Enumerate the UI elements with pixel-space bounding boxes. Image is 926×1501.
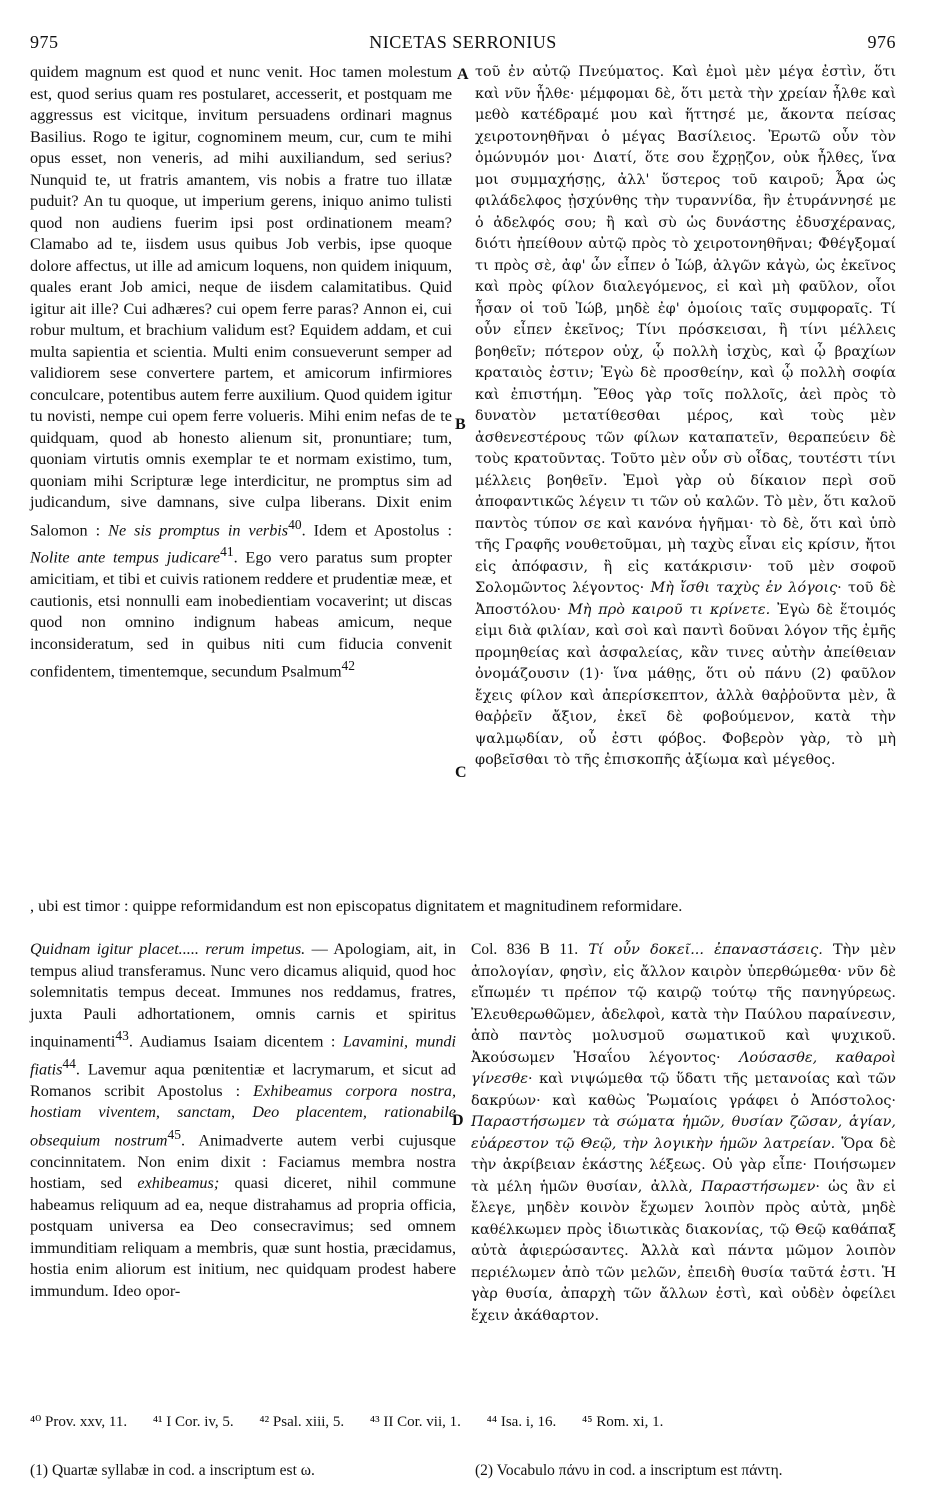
latin-quote: exhibeamus; xyxy=(137,1174,220,1193)
greek-column-lower xyxy=(471,939,896,1327)
critical-note-1: (1) Quartæ syllabæ in cod. a inscriptum est ω. xyxy=(30,1462,315,1479)
latin-quote: Lavamini, mundi fiatis xyxy=(30,1032,457,1079)
margin-marker-a: A xyxy=(457,66,469,83)
page-number-right: 976 xyxy=(867,32,896,52)
latin-quote: Nolite ante tempus judicare xyxy=(30,548,221,567)
greek-text: · τοῦ δὲ Ἀποστόλου· xyxy=(475,580,896,618)
footnote-ref: 43 xyxy=(115,1028,129,1043)
running-title: NICETAS SERRONIUS xyxy=(369,32,557,52)
latin-continuation: , ubi est timor : quippe reformidandum est non episcopatus dignitatem et magnitudinem reformidare. xyxy=(30,897,683,915)
footnote-ref: 45 xyxy=(167,1126,181,1142)
latin-text: . Idem et Apostolus : xyxy=(301,520,452,539)
latin-column-lower xyxy=(30,939,456,1302)
greek-text: Ἐγὼ δὲ ἕτοιμός εἰμι διὰ φιλίαν, καὶ σοὶ καὶ παντὶ δοῦναι λόγον τῆς ἐμῆς προμηθείας καὶ ἀσφαλείας, κἂν τινες αὐτὴν ἀπείθειαν ὀνομάζουσιν (1)· ἵνα μάθῃς, ὅτι οὐ πάνυ (2) φαῦλον ἔχεις φίλον καὶ ἀπερίσκεπτον, ἀλλὰ θαῤῥοῦντα μὲν, ἃ θαῤῥεῖν ἄξιον, ἐκεῖ δὲ φοβούμενον, κατὰ τὴν ψαλμῳδίαν, οὗ ἐστι φόβος. Φοβερὸν γὰρ, τὸ μὴ φοβεῖσθαι τὸ τῆς ἐπισκοπῆς ἀξίωμα καὶ μέγεθος. xyxy=(475,601,896,768)
footnote-ref: 40 xyxy=(288,516,302,532)
latin-lemma: Quidnam igitur placet..... rerum impetus. xyxy=(30,940,306,958)
margin-marker-b: B xyxy=(455,416,466,433)
margin-marker-d: D xyxy=(452,1112,464,1129)
greek-quote: Μὴ πρὸ καιροῦ τι κρίνετε. xyxy=(568,601,771,618)
greek-quote: Μὴ ἴσθι ταχὺς ἐν λόγοις xyxy=(650,580,838,596)
footnote: ⁴³ II Cor. vii, 1. xyxy=(369,1414,461,1430)
greek-quote: Λούσασθε, καθαροὶ γίνεσθε xyxy=(471,1049,896,1087)
footnote-ref: 41 xyxy=(220,544,234,560)
greek-text: Τὴν μὲν ἀπολογίαν, φησὶν, εἰς ἄλλον καιρὸν ὑπερθώμεθα· νῦν δὲ εἴπωμέν τι πρέπον τῷ καιρῷ τούτῳ τῆς πανηγύρεως. Ἐλευθερωθῶμεν, ἀδελφοὶ, κατὰ τὴν Παύλου παραίνεσιν, ἀπὸ παντὸς μολυσμοῦ σωματικοῦ καὶ ψυχικοῦ. Ἀκούσωμεν Ἡσαΐου λέγοντος· xyxy=(471,942,896,1066)
footnote-ref: 42 xyxy=(341,658,356,674)
latin-text: quidem magnum est quod et nunc venit. Hoc tamen molestum est, quod serius quam res postularet, accesserit, et postquam me aggressus est vicitque, invitum persuadens ordinari magnus Basilius. Rogo te igitur, cognominem meum, cur, cum te mihi opus esset, non veneris, ad mihi auxiliandum, sed serius? Nunquid te, ut fratris amantem, vis nobis a fratre tuo illatæ puduit? An tu quoque, ut imperium gerens, iniquo animo tulisti quod non audiens fuerim ipsi post ordinationem meam? Clamabo ad te, iisdem usus quibus Job verbis, ipse quoque dolore affectus, ut ille ad amicum loquens, non quidem iniquum, quales erant Job amici, neque de iisdem calamitatibus. Quid igitur ait ille? Cui adhæres? cui opem ferre paras? Annon ei, cui robur multum, et brachium validum est? Equidem addam, et cui multa sapientia et scientia. Multi enim consueverunt semper ad validiorem sese convertere partem, et amicorum infirmiores conculcare, potentibus autem ferre auxilium. Quod quidem igitur tu novisti, nempe cui opem ferre volueris. Mihi enim nefas de te quidquam, quod ab honesto alienum sit, pronuntiare; tum, quoniam virtutis omnis exemplar te et normam existimo, tum, quoniam mihi Scripturæ lege interdicitur, ne promptus sim ad judicandum, sive damnans, sive culpa liberans. Dixit enim Salomon : xyxy=(30,63,452,539)
greek-quote: Παραστήσωμεν τὰ σώματα ἡμῶν, θυσίαν ζῶσαν, ἁγίαν, εὐάρεστον τῷ Θεῷ, τὴν λογικὴν ἡμῶν λατρείαν. xyxy=(471,1114,896,1152)
scripture-footnotes xyxy=(30,1412,896,1431)
greek-column-upper xyxy=(475,62,896,772)
latin-text: . Lavemur aqua pœnitentiæ et lacrymarum, et sicut ad Romanos scribit Apostolus : xyxy=(30,1060,456,1100)
greek-text: Ὅρα δὲ τὴν ἀκρίβειαν ἑκάστης λέξεως. Οὐ γὰρ εἶπε· Ποιήσωμεν τὰ μέλη ἡμῶν θυσίαν, ἀλλὰ, xyxy=(471,1135,897,1195)
greek-lemma: Τί οὖν δοκεῖ... ἐπαναστάσεις. xyxy=(588,942,823,958)
greek-quote: Παραστήσωμεν xyxy=(701,1178,816,1195)
latin-text: quasi diceret, nihil commune habeamus reliquum ad ea, neque distrahamus ad propria officia, postquam universa ea Deo consecravimus; sed omnem immunditiam reliquam a membris, quæ sunt hostia, præcidamus, hostia enim aliorum est initium, nec quidquam prodest habere immundum. Ideo opor- xyxy=(30,1174,457,1300)
greek-text: τοῦ ἐν αὐτῷ Πνεύματος. Καὶ ἐμοὶ μὲν μέγα ἐστὶν, ὅτι καὶ νῦν ἦλθε· μέμφομαι δὲ, ὅτι μετὰ τὴν χρείαν ἦλθε καὶ μεθὸ κατέδραμέ μου καὶ ἥττησέ με, ἄκοντα πείσας χειροτονηθῆναι ὁ μέγας Βασίλειος. Ἐρωτῶ οὖν τὸν ὁμώνυμόν μοι· Διατί, ὅτε σου ἔχρῃζον, οὐκ ἦλθες, ἵνα μοι συμμαχήσῃς, ἀλλ' ὕστερος τοῦ καιροῦ; Ἆρα ὡς φιλάδελφος ᾐσχύνθης τὴν τυραννίδα, ἣν ἐτυράννησέ με ὁ ἀδελφός σου; ἢ καὶ σὺ ὡς δυνάστης ἐδυσχέρανας, διότι ἠπείθουν αὐτῷ πρὸς τὸ χειροτονηθῆναι; Φθέγξομαί τι πρὸς σὲ, ἀφ' ὧν εἶπεν ὁ Ἰώβ, ἀλγῶν κἀγὼ, ὡς ἐκεῖνος καὶ πρὸς φίλον διαλεγόμενος, εἰ καὶ μὴ φαῦλον, οἷοι ἦσαν οἱ τοῦ Ἰώβ, μηδὲ ἐφ' ὁμοίοις ταῖς συμφοραῖς. Τί οὖν εἶπεν ἐκεῖνος; Τίνι πρόσκεισαι, ἢ τίνι μέλλεις βοηθεῖν; πότερον οὐχ, ᾧ πολλὴ ἰσχὺς, καὶ ᾧ βραχίων κραταιὸς ἐστιν; Ἐγὼ δὲ προσθείην, καὶ ᾧ πολλὴ σοφία καὶ ἐπιστήμη. Ἔθος γὰρ τοῖς πολλοῖς, ἀεὶ πρὸς τὸ δυνατὸν μετατίθεσθαι μέρος, καὶ τοὺς μὲν ἀσθενεστέρους τῶν φίλων καταπατεῖν, θεραπεύειν δὲ τοὺς κρατοῦντας. Τοῦτο μὲν οὖν σὺ οἶδας, τουτέστι τίνι μέλλεις βοηθεῖν. Ἐμοὶ γὰρ οὐ δίκαιον περὶ σοῦ ἀποφαντικῶς λέγειν τι τῶν οὐ καλῶν. Τὸ μὲν, ὅτι καλοῦ παντὸς τύπον σε καὶ κανόνα ἡγῆμαι· τὸ δὲ, ὅτι καὶ ὑπὸ τῆς Γραφῆς νουθετοῦμαι, μὴ ταχὺς εἶναι εἰς κρίσιν, ἤτοι εἰς ἀπόφασιν, ἢ εἰς κατάκρισιν· τοῦ μὲν σοφοῦ Σολομῶντος λέγοντος· xyxy=(475,64,896,596)
greek-text: · καὶ νιψώμεθα τῷ ὕδατι τῆς μετανοίας καὶ τῶν δακρύων· καὶ καθὼς Ῥωμαίοις γράφει ὁ Ἀπόστολος· xyxy=(471,1071,896,1109)
footnote-ref: 44 xyxy=(62,1055,76,1071)
latin-quote: Ne sis promptus in verbis xyxy=(108,520,289,539)
footnote: ⁴⁵ Rom. xi, 1. xyxy=(582,1414,664,1430)
greek-text: · ὡς ἂν εἰ ἔλεγε, μηδὲν κοινὸν ἔχωμεν λοιπὸν πρὸς αὐτὰ, μηδὲ καθέλκωμεν πρὸς ἰδιωτικὰς διακονίας, τῷ Θεῷ καθάπαξ αὐτὰ ἀφιερώσαντες. Ἀλλὰ καὶ πάντα μῶμον λοιπὸν περιέλωμεν ἀπὸ τῶν μελῶν, ἐπειδὴ θυσία ταῦτά ἐστι. Ἡ γὰρ θυσία, ἀπαρχὴ τῶν ἄλλων ἐστὶ, καὶ οὐδὲν ὀφείλει ἔχειν ἀκάθαρτον. xyxy=(471,1178,896,1324)
margin-marker-c: C xyxy=(455,764,467,781)
latin-text: — Apologiam, ait, in tempus aliud transferamus. Nunc vero dicamus aliquid, quod hoc solemnitatis tempus deceat. Immunes nos reddamus, fratres, juxta Pauli adhortationem, omnis carnis et spiritus inquinamenti xyxy=(30,940,457,1051)
latin-text: . Audiamus Isaiam dicentem : xyxy=(128,1032,336,1051)
footnote: ⁴⁴ Isa. i, 16. xyxy=(486,1414,557,1430)
critical-note-2: (2) Vocabulo πάνυ in cod. a inscriptum est πάντη. xyxy=(475,1462,783,1479)
latin-column-upper xyxy=(30,62,452,683)
latin-quote: Exhibeamus corpora nostra, hostiam viventem, sanctam, Deo placentem, rationabile obsequium nostrum xyxy=(30,1081,457,1150)
footnote: ⁴² Psal. xiii, 5. xyxy=(259,1414,345,1430)
greek-ref: Col. 836 B 11. xyxy=(471,941,579,958)
latin-text: . Ego vero paratus sum propter amicitiam, et tibi et cuivis rationem reddere et prudentiæ meæ, et cautionis, etsi nonnulli eam inobedientiam vocaverint; ut discas quod non omnino indignum habeas amicum, neque inconsideratum, sed in quibus niti cum fiducia convenit confidentem, timentemque, secundum Psalmum xyxy=(30,548,452,681)
latin-text: . Animadverte autem verbi cujusque concinnitatem. Non enim dixit : Faciamus membra nostra hostiam, sed xyxy=(30,1131,456,1193)
running-header xyxy=(30,32,896,56)
page-number-left: 975 xyxy=(30,32,59,52)
footnote: ⁴⁰ Prov. xxv, 11. xyxy=(30,1414,128,1430)
footnote: ⁴¹ I Cor. iv, 5. xyxy=(152,1414,234,1430)
